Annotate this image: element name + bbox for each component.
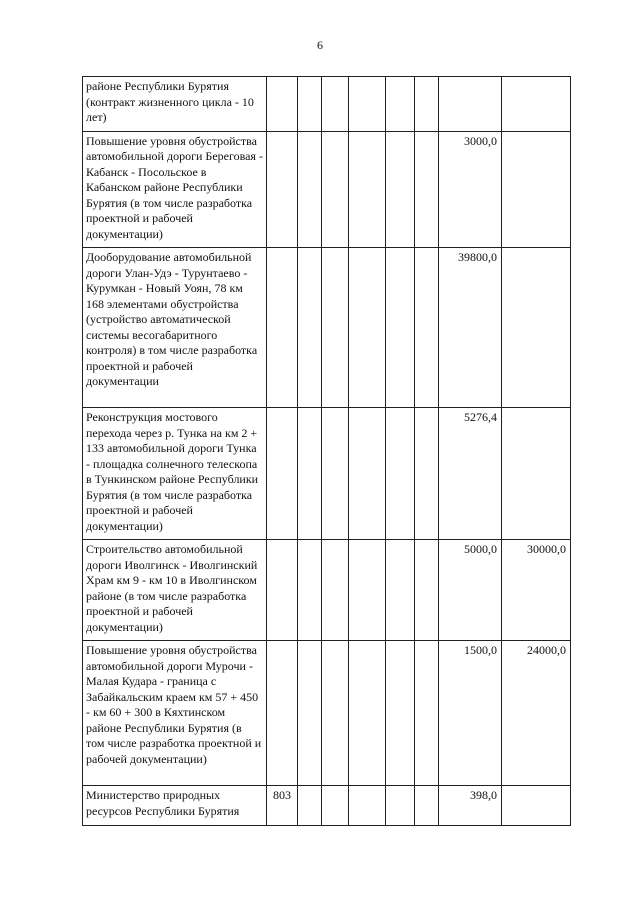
- empty-cell: [298, 540, 322, 641]
- empty-cell: [298, 641, 322, 786]
- row-code: [267, 540, 298, 641]
- empty-cell: [349, 786, 386, 826]
- empty-cell: [349, 77, 386, 132]
- empty-cell: [322, 540, 349, 641]
- empty-cell: [349, 248, 386, 408]
- empty-cell: [386, 77, 415, 132]
- empty-cell: [415, 248, 439, 408]
- row-code: [267, 77, 298, 132]
- empty-cell: [298, 131, 322, 248]
- empty-cell: [349, 408, 386, 540]
- row-name: Повышение уровня обустройства автомобильной дороги Береговая - Кабанск - Посольское в Кабанском районе Республики Бурятия (в том числе разработка проектной и рабочей документации): [83, 131, 267, 248]
- row-code: [267, 408, 298, 540]
- row-amount-2: 30000,0: [502, 540, 571, 641]
- row-amount: 3000,0: [439, 131, 502, 248]
- empty-cell: [386, 540, 415, 641]
- row-code: [267, 248, 298, 408]
- row-code: [267, 641, 298, 786]
- table-row: [83, 77, 571, 132]
- table-row: [83, 248, 571, 408]
- row-name: Министерство природных ресурсов Республики Бурятия: [83, 786, 267, 826]
- row-code: [267, 131, 298, 248]
- empty-cell: [415, 641, 439, 786]
- row-amount: 5000,0: [439, 540, 502, 641]
- empty-cell: [349, 641, 386, 786]
- row-name: Дооборудование автомобильной дороги Улан-Удэ - Турунтаево - Курумкан - Новый Уоян, 78 км 168 элементами обустройства (устройство автоматической системы весогабаритного контроля) в том числе разработка проектной и рабочей документации: [83, 248, 267, 408]
- empty-cell: [415, 408, 439, 540]
- table-row: [83, 641, 571, 786]
- table-row: [83, 540, 571, 641]
- empty-cell: [386, 641, 415, 786]
- row-amount-2: [502, 77, 571, 132]
- row-name: Строительство автомобильной дороги Иволгинск - Иволгинский Храм км 9 - км 10 в Иволгинском районе (в том числе разработка проектной и рабочей документации): [83, 540, 267, 641]
- row-amount-2: [502, 408, 571, 540]
- row-amount: 5276,4: [439, 408, 502, 540]
- empty-cell: [386, 131, 415, 248]
- empty-cell: [322, 248, 349, 408]
- row-amount: 398,0: [439, 786, 502, 826]
- table-row: [83, 131, 571, 248]
- empty-cell: [322, 131, 349, 248]
- row-amount: 1500,0: [439, 641, 502, 786]
- row-name: Повышение уровня обустройства автомобильной дороги Мурочи - Малая Кудара - граница с Забайкальским краем км 57 + 450 - км 60 + 300 в Кяхтинском районе Республики Бурятия (в том числе разработка проектной и рабочей документации): [83, 641, 267, 786]
- empty-cell: [298, 248, 322, 408]
- empty-cell: [349, 131, 386, 248]
- empty-cell: [415, 540, 439, 641]
- page-number: 6: [317, 38, 323, 52]
- empty-cell: [322, 408, 349, 540]
- empty-cell: [386, 248, 415, 408]
- empty-cell: [298, 786, 322, 826]
- empty-cell: [298, 77, 322, 132]
- row-name: Реконструкция мостового перехода через р. Тунка на км 2 + 133 автомобильной дороги Тунка - площадка солнечного телескопа в Тункинском районе Республики Бурятия (в том числе разработка проектной и рабочей документации): [83, 408, 267, 540]
- empty-cell: [322, 641, 349, 786]
- table-row: [83, 786, 571, 826]
- row-name: районе Республики Бурятия (контракт жизненного цикла - 10 лет): [83, 77, 267, 132]
- row-amount-2: 24000,0: [502, 641, 571, 786]
- empty-cell: [386, 786, 415, 826]
- empty-cell: [415, 786, 439, 826]
- empty-cell: [386, 408, 415, 540]
- empty-cell: [322, 786, 349, 826]
- row-amount-2: [502, 131, 571, 248]
- empty-cell: [298, 408, 322, 540]
- empty-cell: [415, 77, 439, 132]
- empty-cell: [415, 131, 439, 248]
- table-row: [83, 408, 571, 540]
- empty-cell: [349, 540, 386, 641]
- row-amount-2: [502, 786, 571, 826]
- row-amount: [439, 77, 502, 132]
- budget-table: [82, 76, 571, 826]
- row-code: 803: [267, 786, 298, 826]
- row-amount-2: [502, 248, 571, 408]
- empty-cell: [322, 77, 349, 132]
- row-amount: 39800,0: [439, 248, 502, 408]
